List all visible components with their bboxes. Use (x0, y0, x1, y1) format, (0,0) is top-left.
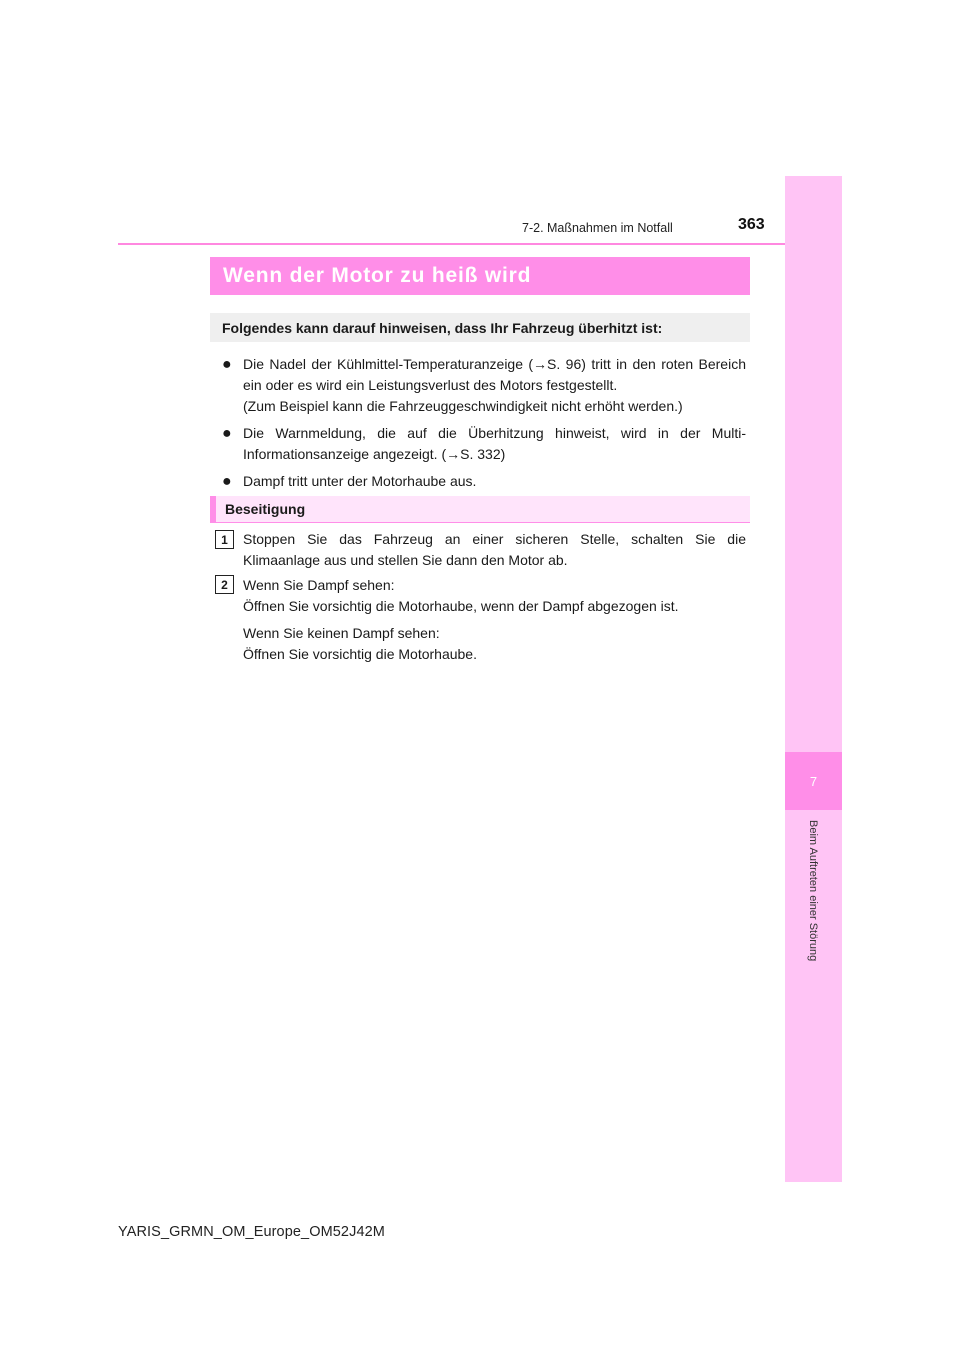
bullet-icon: ● (222, 425, 232, 442)
step-2-text (243, 575, 746, 665)
page-number: 363 (738, 216, 765, 233)
list-item (222, 423, 746, 465)
list-item (222, 471, 746, 492)
info-box: Folgendes kann darauf hinweisen, dass Ihr Fahrzeug überhitzt ist: (210, 313, 750, 342)
step-line: Öffnen Sie vorsichtig die Motorhaube. (243, 646, 477, 662)
step-text: Stoppen Sie das Fahrzeug an einer sicheren Stelle, schalten Sie die Klimaanlage aus und stellen Sie dann den Motor ab. (243, 531, 746, 568)
step-line: Wenn Sie Dampf sehen: (243, 577, 395, 593)
step-line: Öffnen Sie vorsichtig die Motorhaube, wenn der Dampf abgezogen ist. (243, 598, 679, 614)
remedy-heading: Beseitigung (210, 496, 750, 523)
bullet-icon: ● (222, 473, 232, 490)
title-bar (210, 257, 750, 295)
footer-doc-id: YARIS_GRMN_OM_Europe_OM52J42M (118, 1224, 385, 1240)
bullet-text: Die Nadel der Kühlmittel-Temperaturanzeige (→S. 96) tritt in den roten Bereich ein oder es wird ein Leistungsverlust des Motors festgestellt. (243, 356, 746, 393)
step-1-text (243, 529, 746, 571)
bullet-text: Dampf tritt unter der Motorhaube aus. (243, 473, 477, 489)
chapter-number: 7 (785, 752, 842, 810)
bullet-text: Die Warnmeldung, die auf die Überhitzung hinweist, wird in der Multi-Informationsanzeige angezeigt. (→S. 332) (243, 425, 746, 462)
header-divider (118, 243, 785, 245)
page-title: Wenn der Motor zu heiß wird (223, 264, 532, 287)
symptom-list (222, 354, 746, 498)
step-number-1: 1 (215, 530, 234, 549)
list-item (222, 354, 746, 417)
bullet-note: (Zum Beispiel kann die Fahrzeuggeschwindigkeit nicht erhöht werden.) (243, 398, 683, 414)
chapter-title: Beim Auftreten einer Störung (807, 820, 819, 962)
side-tab (785, 176, 842, 1182)
bullet-icon: ● (222, 356, 232, 373)
section-reference: 7-2. Maßnahmen im Notfall (522, 221, 673, 235)
step-number-2: 2 (215, 575, 234, 594)
step-line: Wenn Sie keinen Dampf sehen: (243, 625, 440, 641)
